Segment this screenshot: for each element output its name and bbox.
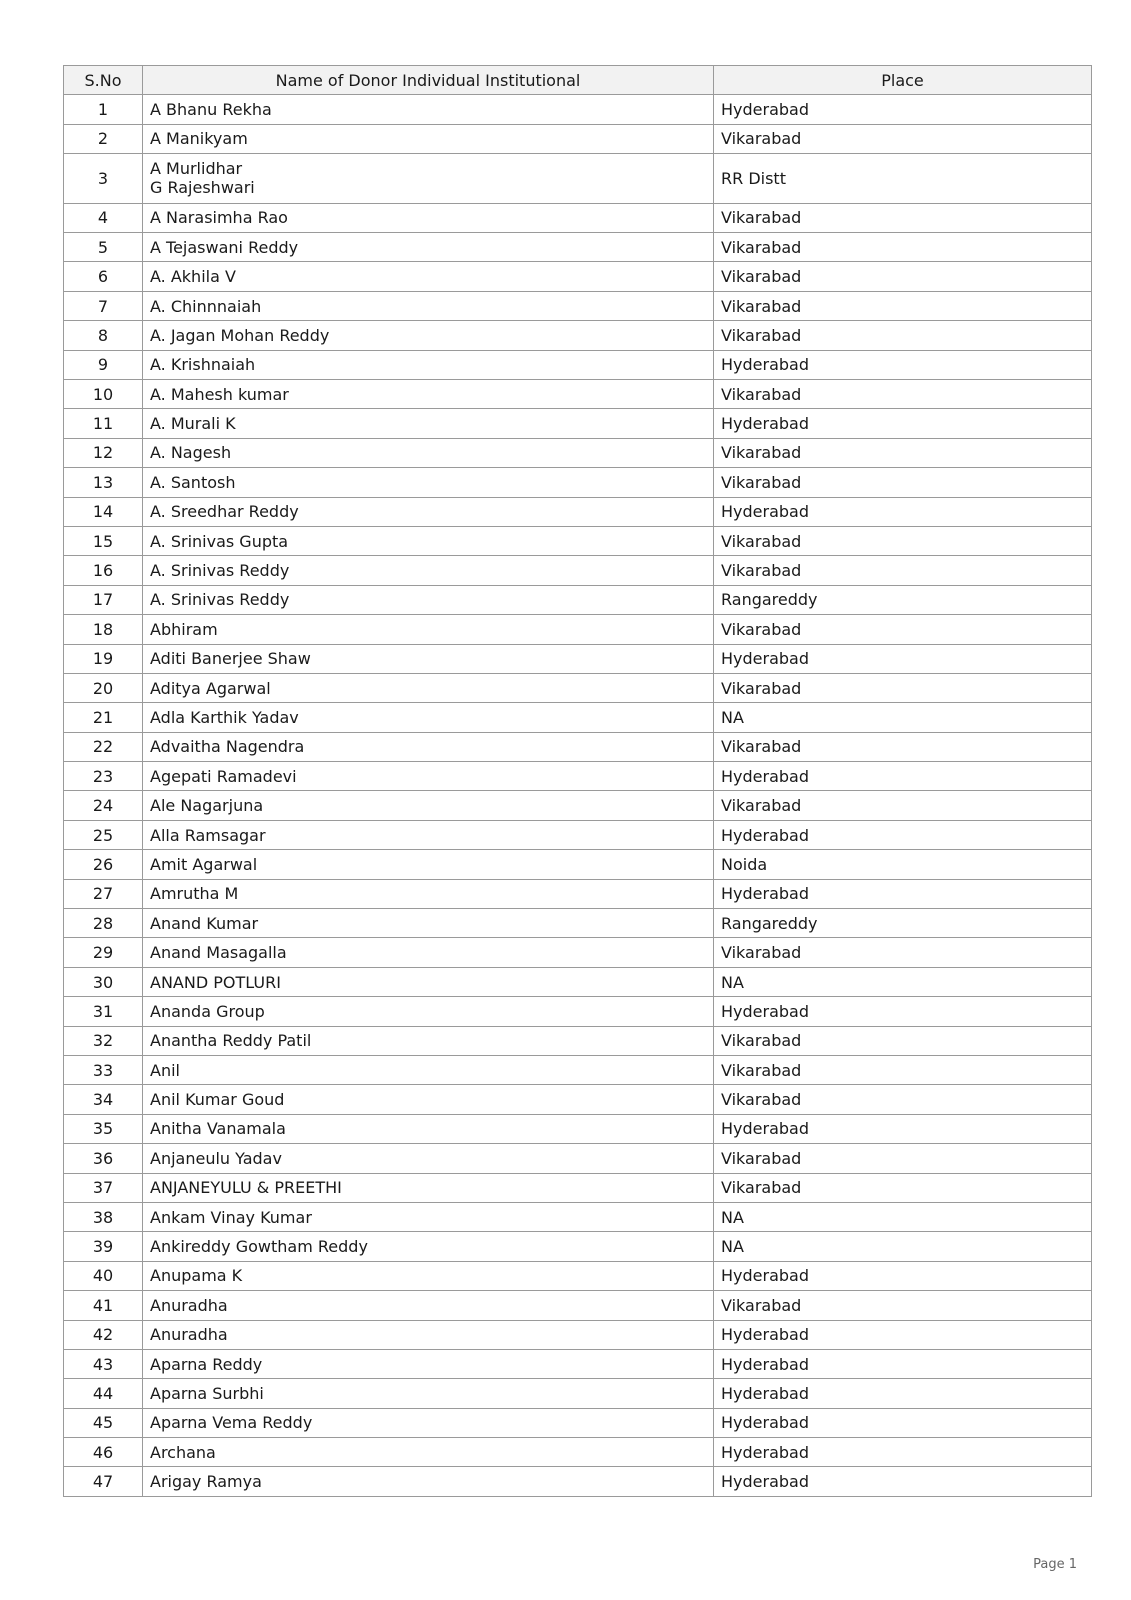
cell-sno: 12 — [64, 438, 143, 467]
donor-name-line: Abhiram — [150, 619, 218, 639]
cell-place: Hyderabad — [714, 1320, 1092, 1349]
cell-place: Vikarabad — [714, 556, 1092, 585]
cell-donor-name — [143, 1261, 714, 1290]
cell-sno: 13 — [64, 468, 143, 497]
donor-table — [63, 65, 1092, 1497]
donor-name-line: Aditi Banerjee Shaw — [150, 649, 311, 669]
cell-sno: 11 — [64, 409, 143, 438]
cell-sno: 46 — [64, 1438, 143, 1467]
donor-name-line: A. Murali K — [150, 414, 236, 434]
table-row — [64, 938, 1092, 967]
cell-sno: 18 — [64, 615, 143, 644]
donor-name-line: A. Mahesh kumar — [150, 384, 289, 404]
cell-donor-name — [143, 409, 714, 438]
table-row — [64, 673, 1092, 702]
column-header-name: Name of Donor Individual Institutional — [143, 66, 714, 95]
cell-place: Vikarabad — [714, 1144, 1092, 1173]
cell-donor-name — [143, 1114, 714, 1143]
cell-sno: 43 — [64, 1349, 143, 1378]
donor-name-line: ANAND POTLURI — [150, 972, 281, 992]
cell-donor-name — [143, 1144, 714, 1173]
cell-place: Vikarabad — [714, 938, 1092, 967]
cell-place: Vikarabad — [714, 1173, 1092, 1202]
donor-name-line: Advaitha Nagendra — [150, 737, 305, 757]
donor-name-line: Anitha Vanamala — [150, 1119, 286, 1139]
donor-name-line: Archana — [150, 1442, 216, 1462]
cell-place: Hyderabad — [714, 1438, 1092, 1467]
donor-name-line: Adla Karthik Yadav — [150, 708, 299, 727]
table-row — [64, 791, 1092, 820]
cell-place: Vikarabad — [714, 262, 1092, 291]
table-row — [64, 1379, 1092, 1408]
donor-name-line: Amit Agarwal — [150, 854, 258, 874]
cell-donor-name — [143, 380, 714, 409]
cell-place: Rangareddy — [714, 909, 1092, 938]
cell-donor-name — [143, 879, 714, 908]
cell-sno: 4 — [64, 203, 143, 232]
cell-place: Hyderabad — [714, 95, 1092, 124]
cell-sno: 22 — [64, 732, 143, 761]
table-row — [64, 909, 1092, 938]
table-row — [64, 262, 1092, 291]
cell-donor-name — [143, 615, 714, 644]
table-row — [64, 497, 1092, 526]
donor-name-line: A. Nagesh — [150, 443, 232, 463]
table-row — [64, 703, 1092, 732]
table-row — [64, 1467, 1092, 1496]
cell-sno: 42 — [64, 1320, 143, 1349]
table-row — [64, 1144, 1092, 1173]
cell-place: Hyderabad — [714, 762, 1092, 791]
table-row — [64, 967, 1092, 996]
cell-donor-name — [143, 967, 714, 996]
cell-donor-name — [143, 820, 714, 849]
cell-sno: 47 — [64, 1467, 143, 1496]
cell-donor-name — [143, 644, 714, 673]
page-number: Page 1 — [1033, 1557, 1077, 1572]
donor-name-line: Arigay Ramya — [150, 1472, 262, 1492]
cell-donor-name — [143, 1173, 714, 1202]
donor-name-line: Agepati Ramadevi — [150, 766, 297, 786]
cell-donor-name — [143, 497, 714, 526]
cell-sno: 3 — [64, 154, 143, 204]
cell-place: Vikarabad — [714, 673, 1092, 702]
table-row — [64, 615, 1092, 644]
cell-donor-name — [143, 850, 714, 879]
table-row — [64, 526, 1092, 555]
cell-sno: 31 — [64, 997, 143, 1026]
donor-name-line: Ananda Group — [150, 1001, 265, 1021]
cell-donor-name — [143, 1467, 714, 1496]
cell-donor-name — [143, 1438, 714, 1467]
cell-place: Vikarabad — [714, 526, 1092, 555]
table-row — [64, 1085, 1092, 1114]
cell-donor-name — [143, 556, 714, 585]
cell-donor-name — [143, 1056, 714, 1085]
cell-sno: 5 — [64, 233, 143, 262]
table-row — [64, 1173, 1092, 1202]
table-row — [64, 438, 1092, 467]
cell-place: Hyderabad — [714, 1261, 1092, 1290]
cell-sno: 29 — [64, 938, 143, 967]
cell-place: Vikarabad — [714, 615, 1092, 644]
cell-sno: 33 — [64, 1056, 143, 1085]
cell-place: Hyderabad — [714, 879, 1092, 908]
cell-sno: 9 — [64, 350, 143, 379]
table-row — [64, 409, 1092, 438]
donor-name-line: A Manikyam — [150, 129, 248, 149]
cell-place: Hyderabad — [714, 644, 1092, 673]
cell-place: Hyderabad — [714, 350, 1092, 379]
cell-place: Vikarabad — [714, 203, 1092, 232]
cell-donor-name — [143, 1408, 714, 1437]
donor-name-line: A. Akhila V — [150, 267, 236, 287]
donor-name-line: Aparna Reddy — [150, 1354, 263, 1374]
cell-donor-name — [143, 95, 714, 124]
donor-name-line: A. Santosh — [150, 472, 236, 492]
cell-place: Vikarabad — [714, 1026, 1092, 1055]
donor-name-line: A Tejaswani Reddy — [150, 237, 299, 257]
donor-name-line: Alla Ramsagar — [150, 825, 266, 845]
cell-sno: 35 — [64, 1114, 143, 1143]
cell-sno: 34 — [64, 1085, 143, 1114]
donor-name-line: Anand Kumar — [150, 913, 259, 933]
cell-donor-name — [143, 703, 714, 732]
donor-name-line: Anupama K — [150, 1266, 243, 1286]
table-row — [64, 468, 1092, 497]
table-row — [64, 644, 1092, 673]
table-row — [64, 124, 1092, 153]
cell-place: Vikarabad — [714, 468, 1092, 497]
cell-place: Vikarabad — [714, 291, 1092, 320]
table-row — [64, 291, 1092, 320]
donor-name-line: Anuradha — [150, 1325, 228, 1345]
cell-place: Hyderabad — [714, 497, 1092, 526]
donor-name-line: Aditya Agarwal — [150, 678, 271, 698]
cell-donor-name — [143, 124, 714, 153]
cell-sno: 37 — [64, 1173, 143, 1202]
cell-donor-name — [143, 1026, 714, 1055]
table-row — [64, 1056, 1092, 1085]
table-row — [64, 820, 1092, 849]
cell-sno: 40 — [64, 1261, 143, 1290]
cell-donor-name — [143, 762, 714, 791]
table-row — [64, 1261, 1092, 1290]
cell-donor-name — [143, 233, 714, 262]
cell-donor-name — [143, 1085, 714, 1114]
table-row — [64, 380, 1092, 409]
cell-place: Vikarabad — [714, 380, 1092, 409]
cell-place: Hyderabad — [714, 409, 1092, 438]
donor-name-line: A Narasimha Rao — [150, 208, 288, 228]
donor-name-line: ANJANEYULU & PREETHI — [150, 1178, 342, 1198]
cell-donor-name — [143, 350, 714, 379]
donor-name-line: Ankam Vinay Kumar — [150, 1207, 312, 1227]
table-row — [64, 997, 1092, 1026]
cell-sno: 24 — [64, 791, 143, 820]
cell-donor-name — [143, 732, 714, 761]
cell-donor-name — [143, 1379, 714, 1408]
cell-place: Hyderabad — [714, 997, 1092, 1026]
cell-sno: 36 — [64, 1144, 143, 1173]
cell-place: Vikarabad — [714, 233, 1092, 262]
donor-name-line: A. Chinnnaiah — [150, 296, 262, 316]
cell-donor-name — [143, 154, 714, 204]
donor-name-line: Anil — [150, 1060, 180, 1080]
cell-sno: 19 — [64, 644, 143, 673]
table-row — [64, 850, 1092, 879]
cell-place: Hyderabad — [714, 1349, 1092, 1378]
donor-table-body — [64, 95, 1092, 1496]
cell-place: Vikarabad — [714, 124, 1092, 153]
cell-place: NA — [714, 967, 1092, 996]
donor-name-line: A. Srinivas Gupta — [150, 531, 289, 551]
donor-name-line: A. Jagan Mohan Reddy — [150, 325, 330, 345]
donor-name-line: A. Srinivas Reddy — [150, 590, 290, 610]
table-row — [64, 585, 1092, 614]
table-row — [64, 1202, 1092, 1231]
table-row — [64, 732, 1092, 761]
table-row — [64, 1291, 1092, 1320]
table-row — [64, 556, 1092, 585]
cell-donor-name — [143, 1232, 714, 1261]
donor-name-line: Anuradha — [150, 1295, 228, 1315]
cell-sno: 21 — [64, 703, 143, 732]
cell-sno: 23 — [64, 762, 143, 791]
cell-donor-name — [143, 938, 714, 967]
cell-place: Hyderabad — [714, 1379, 1092, 1408]
table-row — [64, 233, 1092, 262]
table-row — [64, 1349, 1092, 1378]
cell-place: Hyderabad — [714, 1467, 1092, 1496]
cell-donor-name — [143, 997, 714, 1026]
donor-name-line: Ankireddy Gowtham Reddy — [150, 1237, 368, 1257]
cell-sno: 41 — [64, 1291, 143, 1320]
cell-place: Noida — [714, 850, 1092, 879]
cell-sno: 15 — [64, 526, 143, 555]
table-row — [64, 350, 1092, 379]
cell-sno: 16 — [64, 556, 143, 585]
cell-place: NA — [714, 703, 1092, 732]
cell-sno: 30 — [64, 967, 143, 996]
table-row — [64, 203, 1092, 232]
cell-place: RR Distt — [714, 154, 1092, 204]
donor-name-line: Aparna Vema Reddy — [150, 1413, 313, 1433]
cell-donor-name — [143, 526, 714, 555]
cell-sno: 44 — [64, 1379, 143, 1408]
cell-sno: 7 — [64, 291, 143, 320]
cell-sno: 14 — [64, 497, 143, 526]
donor-name-line: A Murlidhar — [150, 159, 243, 179]
column-header-place: Place — [714, 66, 1092, 95]
cell-sno: 26 — [64, 850, 143, 879]
table-row — [64, 1438, 1092, 1467]
cell-place: Vikarabad — [714, 1291, 1092, 1320]
donor-name-line: Anil Kumar Goud — [150, 1090, 285, 1110]
cell-place: Vikarabad — [714, 321, 1092, 350]
table-row — [64, 1232, 1092, 1261]
cell-donor-name — [143, 585, 714, 614]
cell-donor-name — [143, 438, 714, 467]
donor-name-line: Ale Nagarjuna — [150, 796, 264, 816]
cell-donor-name — [143, 321, 714, 350]
donor-name-line: Anantha Reddy Patil — [150, 1031, 312, 1051]
cell-donor-name — [143, 1320, 714, 1349]
cell-sno: 6 — [64, 262, 143, 291]
cell-donor-name — [143, 291, 714, 320]
cell-place: Vikarabad — [714, 1056, 1092, 1085]
cell-place: NA — [714, 1232, 1092, 1261]
cell-place: NA — [714, 1202, 1092, 1231]
donor-name-line: G Rajeshwari — [150, 178, 255, 198]
cell-sno: 25 — [64, 820, 143, 849]
cell-donor-name — [143, 673, 714, 702]
cell-place: Vikarabad — [714, 732, 1092, 761]
donor-name-line: Anjaneulu Yadav — [150, 1148, 282, 1168]
table-row — [64, 154, 1092, 204]
cell-donor-name — [143, 1202, 714, 1231]
cell-donor-name — [143, 203, 714, 232]
table-row — [64, 321, 1092, 350]
cell-place: Rangareddy — [714, 585, 1092, 614]
cell-sno: 39 — [64, 1232, 143, 1261]
donor-name-line: A Bhanu Rekha — [150, 100, 272, 120]
table-header-row — [64, 66, 1092, 95]
cell-sno: 20 — [64, 673, 143, 702]
donor-name-line: A. Srinivas Reddy — [150, 561, 290, 581]
cell-sno: 17 — [64, 585, 143, 614]
cell-donor-name — [143, 1349, 714, 1378]
cell-sno: 2 — [64, 124, 143, 153]
cell-donor-name — [143, 909, 714, 938]
table-row — [64, 1114, 1092, 1143]
cell-donor-name — [143, 468, 714, 497]
cell-sno: 45 — [64, 1408, 143, 1437]
cell-place: Vikarabad — [714, 1085, 1092, 1114]
cell-place: Hyderabad — [714, 820, 1092, 849]
column-header-sno: S.No — [64, 66, 143, 95]
cell-sno: 38 — [64, 1202, 143, 1231]
donor-name-line: Aparna Surbhi — [150, 1383, 264, 1403]
cell-sno: 10 — [64, 380, 143, 409]
cell-donor-name — [143, 1291, 714, 1320]
table-row — [64, 1026, 1092, 1055]
cell-place: Hyderabad — [714, 1408, 1092, 1437]
table-row — [64, 95, 1092, 124]
cell-place: Hyderabad — [714, 1114, 1092, 1143]
donor-name-line: A. Sreedhar Reddy — [150, 502, 299, 522]
table-row — [64, 879, 1092, 908]
cell-sno: 27 — [64, 879, 143, 908]
cell-sno: 32 — [64, 1026, 143, 1055]
cell-donor-name — [143, 262, 714, 291]
cell-sno: 8 — [64, 321, 143, 350]
donor-name-line: Amrutha M — [150, 884, 239, 904]
cell-sno: 28 — [64, 909, 143, 938]
cell-place: Vikarabad — [714, 791, 1092, 820]
donor-name-line: Anand Masagalla — [150, 943, 287, 963]
cell-sno: 1 — [64, 95, 143, 124]
donor-name-line: A. Krishnaiah — [150, 355, 256, 375]
cell-donor-name — [143, 791, 714, 820]
table-row — [64, 1408, 1092, 1437]
table-row — [64, 762, 1092, 791]
table-row — [64, 1320, 1092, 1349]
cell-place: Vikarabad — [714, 438, 1092, 467]
